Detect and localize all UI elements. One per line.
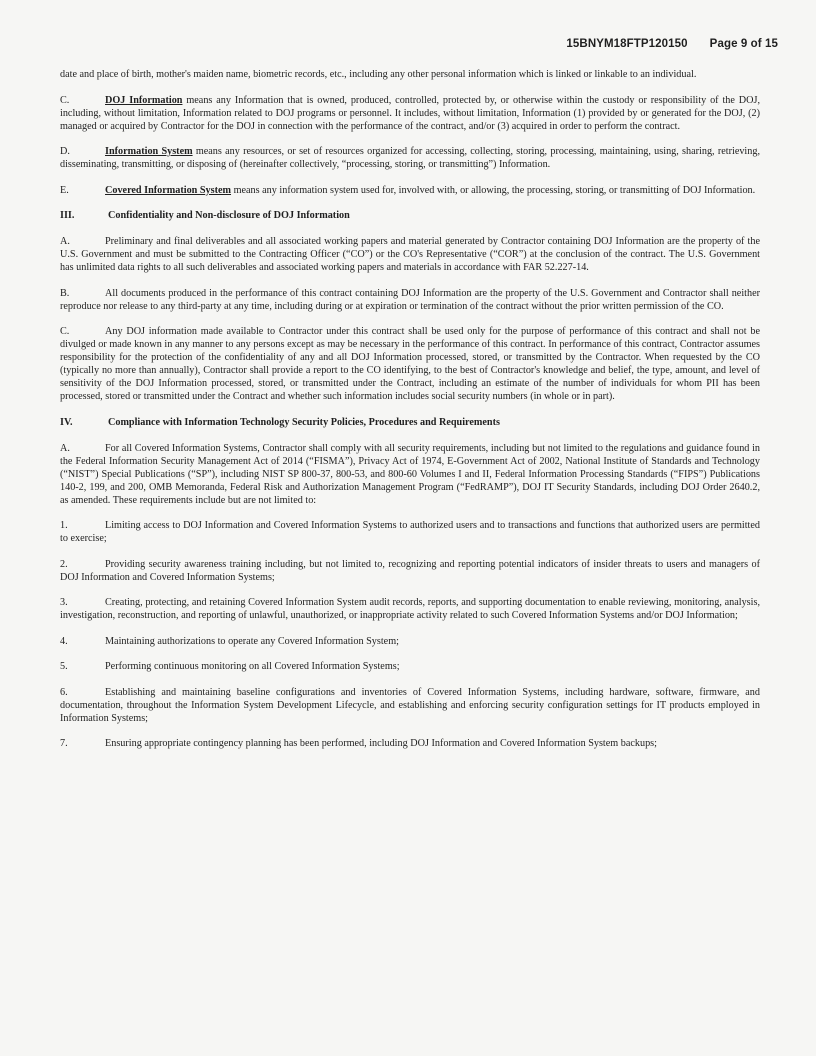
requirement-item-6: [60, 686, 760, 725]
section-iii-paragraph-c: [60, 325, 760, 403]
requirement-item-5: [60, 660, 760, 673]
intro-paragraph: date and place of birth, mother's maiden name, biometric records, etc., including any other personal information which is linked or linkable to an individual.: [60, 69, 697, 80]
requirement-item-7: [60, 737, 760, 750]
page-number: Page 9 of 15: [709, 38, 778, 50]
paragraph-label: C.: [60, 326, 70, 337]
paragraph-text: For all Covered Information Systems, Contractor shall comply with all security requirements, including but not limited to the regulations and guidance found in the Federal Information Security Management Act of 2014 (“FISMA”), Privacy Act of 1974, E-Government Act of 2002, National Institute of Standards and Technology (“NIST”) Special Publications (“SP”), including NIST SP 800-37, 800-53, and 800-60 Volumes I and II, Federal Information Processing Standards (“FIPS”) Publications 140-2, 199, and 200, OMB Memoranda, Federal Risk and Authorization Management Program (“FedRAMP”), DOJ IT Security Standards, including DOJ Order 2640.2, as amended. These requirements include but are not limited to:: [60, 442, 760, 506]
item-text: Establishing and maintaining baseline configurations and inventories of Covered Information Systems, including hardware, software, firmware, and documentation, throughout the Information System Development Lifecycle, and establishing and enforcing security configuration settings for IT products employed in Information Systems;: [60, 686, 760, 724]
definition-label: E.: [60, 184, 69, 196]
paragraph-label: A.: [60, 236, 70, 247]
item-text: Providing security awareness training including, but not limited to, recognizing and reporting potential indicators of insider threats to users and managers of DOJ Information and Covered Information Systems;: [60, 558, 760, 583]
defined-term: Covered Information System: [105, 184, 232, 196]
item-text: Creating, protecting, and retaining Covered Information System audit records, reports, and supporting documentation to enable reviewing, monitoring, analysis, investigation, reconstruction, and reporting of unlawful, unauthorized, or inappropriate activity related to such Covered Information Systems and/or DOJ Information;: [60, 597, 760, 621]
section-title: Confidentiality and Non-disclosure of DOJ Information: [108, 210, 350, 221]
definition-text: means any Information that is owned, produced, controlled, protected by, or otherwise within the custody or responsibility of the DOJ, including, without limitation, Information related to DOJ programs or personnel. It includes, without limitation, Information (1) provided by or generated for the DOJ, (2) managed or acquired by Contractor for the DOJ in connection with the performance of the contract, and/or (3) acquired in order to perform the contract.: [60, 94, 760, 132]
item-number: 1.: [60, 520, 68, 531]
item-text: Limiting access to DOJ Information and Covered Information Systems to authorized users and to transactions and functions that authorized users are permitted to exercise;: [60, 520, 760, 544]
section-title: Compliance with Information Technology Security Policies, Procedures and Requirements: [108, 416, 500, 428]
definition-text: means any information system used for, involved with, or allowing, the processing, storing, or transmitting of DOJ Information.: [231, 184, 756, 196]
defined-term: Information System: [105, 146, 193, 157]
definition-label: C.: [60, 94, 70, 106]
paragraph-label: B.: [60, 287, 70, 299]
item-text: Ensuring appropriate contingency planning has been performed, including DOJ Information and Covered Information System backups;: [105, 738, 657, 749]
requirement-item-3: [60, 596, 760, 622]
item-number: 7.: [60, 738, 68, 749]
paragraph-label: A.: [60, 442, 70, 454]
paragraph-text: Preliminary and final deliverables and all associated working papers and material generated by Contractor containing DOJ Information are the property of the U.S. Government and must be submitted to the Contracting Officer (“CO”) or the CO's Representative (“COR”) at the conclusion of the contract. The U.S. Government has unlimited data rights to all such deliverables and associated working papers and materials in accordance with FAR 52.227-14.: [60, 236, 760, 273]
section-heading-iii: [60, 209, 760, 222]
page-header: [566, 38, 778, 50]
document-body: [60, 68, 760, 763]
definition-d: [60, 145, 760, 171]
paragraph-text: Any DOJ information made available to Contractor under this contract shall be used only for the purpose of performance of this contract and shall not be divulged or made known in any manner to any persons except as may be necessary in the performance of this contract. In performance of this contract, Contractor assumes responsibility for the protection of the confidentiality of any and all DOJ Information processed, stored, or transmitted by the Contractor. When requested by the CO (typically no more than annually), Contractor shall provide a report to the CO identifying, to the best of Contractor's knowledge and belief, the type, amount, and level of sensitivity of the DOJ Information processed, stored, or transmitted under the Contract, including an estimate of the number of individuals for whom PII has been processed, stored or transmitted under the Contract and whether such information includes social security numbers (in whole or in part).: [60, 326, 760, 402]
definition-text: means any resources, or set of resources organized for accessing, collecting, storing, processing, maintaining, using, sharing, retrieving, disseminating, transmitting, or disposing of (hereinafter collectively, “processing, storing, or transmitting”) Information.: [60, 146, 760, 170]
definition-e: [60, 184, 760, 197]
item-text: Performing continuous monitoring on all Covered Information Systems;: [105, 661, 400, 672]
item-number: 5.: [60, 661, 68, 672]
paragraph-text: All documents produced in the performance of this contract containing DOJ Information are the property of the U.S. Government and Contractor shall neither reproduce nor release to any third-party at any time, including during or at expiration or termination of the contract without the prior written permission of the CO.: [60, 287, 760, 312]
item-number: 2.: [60, 558, 68, 570]
section-number: IV.: [60, 416, 73, 428]
defined-term: DOJ Information: [105, 94, 183, 106]
section-iv-paragraph-a: [60, 442, 760, 507]
document-id: 15BNYM18FTP120150: [566, 38, 688, 50]
requirement-item-1: [60, 519, 760, 545]
requirement-item-2: [60, 558, 760, 584]
section-heading-iv: [60, 416, 760, 429]
definition-c: [60, 94, 760, 133]
item-number: 4.: [60, 635, 68, 647]
section-number: III.: [60, 210, 75, 221]
item-text: Maintaining authorizations to operate any Covered Information System;: [105, 635, 399, 647]
item-number: 3.: [60, 597, 68, 608]
section-iii-paragraph-a: [60, 235, 760, 274]
section-iii-paragraph-b: [60, 287, 760, 313]
definition-label: D.: [60, 146, 70, 157]
requirement-item-4: [60, 635, 760, 648]
item-number: 6.: [60, 686, 68, 698]
